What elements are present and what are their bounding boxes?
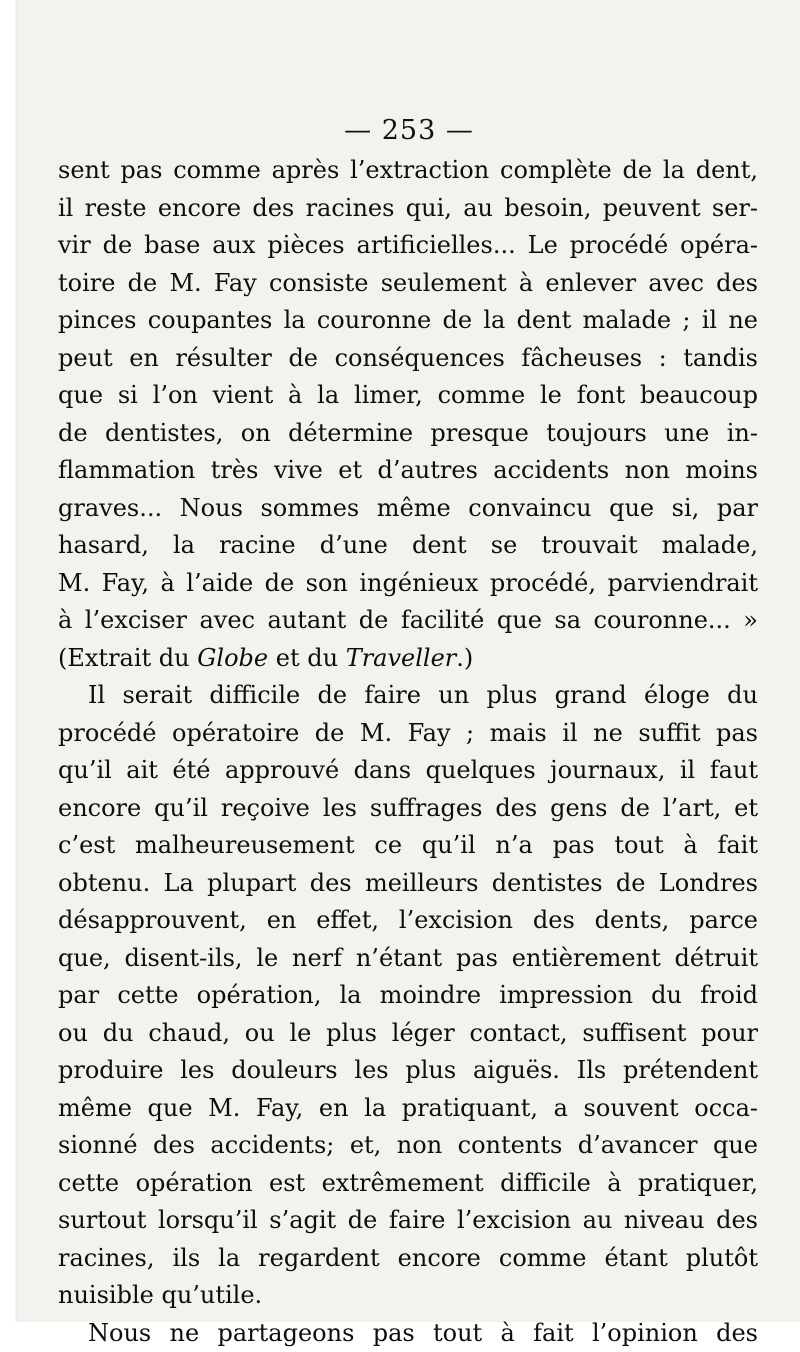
text-line: que si l’on vient à la limer, comme le font beaucoup	[58, 377, 758, 415]
text-line: peut en résulter de conséquences fâcheuses : tandis	[58, 340, 758, 378]
text-line: sionné des accidents; et, non contents d’avancer que	[58, 1127, 758, 1165]
citation-globe: Globe	[197, 644, 268, 672]
text-line: il reste encore des racines qui, au besoin, peuvent ser-	[58, 190, 758, 228]
text-line: racines, ils la regardent encore comme étant plutôt	[58, 1240, 758, 1278]
text-line: nuisible qu’utile.	[58, 1277, 758, 1315]
text-line: Il serait difficile de faire un plus grand éloge du	[58, 677, 758, 715]
text-line: désapprouvent, en effet, l’excision des dents, parce	[58, 902, 758, 940]
text-line: graves... Nous sommes même convaincu que si, par	[58, 490, 758, 528]
text-line: M. Fay, à l’aide de son ingénieux procédé, parviendrait	[58, 565, 758, 603]
text-line: vir de base aux pièces artificielles... Le procédé opéra-	[58, 227, 758, 265]
text-line: qu’il ait été approuvé dans quelques journaux, il faut	[58, 752, 758, 790]
text-line: de dentistes, on détermine presque toujours une in-	[58, 415, 758, 453]
citation-suffix: .)	[456, 644, 473, 672]
text-line: Nous ne partageons pas tout à fait l’opinion des	[58, 1315, 758, 1352]
text-line: par cette opération, la moindre impression du froid	[58, 977, 758, 1015]
text-line: pinces coupantes la couronne de la dent malade ; il ne	[58, 302, 758, 340]
text-line: procédé opératoire de M. Fay ; mais il ne suffit pas	[58, 715, 758, 753]
body-text	[58, 152, 758, 1352]
text-line: sent pas comme après l’extraction complète de la dent,	[58, 152, 758, 190]
text-line: même que M. Fay, en la pratiquant, a souvent occa-	[58, 1090, 758, 1128]
text-line: hasard, la racine d’une dent se trouvait malade,	[58, 527, 758, 565]
citation-traveller: Traveller	[346, 644, 457, 672]
text-line: flammation très vive et d’autres accidents non moins	[58, 452, 758, 490]
citation-middle: et du	[268, 644, 346, 672]
text-line: que, disent-ils, le nerf n’étant pas entièrement détruit	[58, 940, 758, 978]
text-line: encore qu’il reçoive les suffrages des gens de l’art, et	[58, 790, 758, 828]
text-line: ou du chaud, ou le plus léger contact, suffisent pour	[58, 1015, 758, 1053]
text-line: toire de M. Fay consiste seulement à enlever avec des	[58, 265, 758, 303]
citation-line	[58, 640, 758, 678]
text-line: surtout lorsqu’il s’agit de faire l’excision au niveau des	[58, 1202, 758, 1240]
text-line: c’est malheureusement ce qu’il n’a pas tout à fait	[58, 827, 758, 865]
text-line: cette opération est extrêmement difficile à pratiquer,	[58, 1165, 758, 1203]
book-page	[18, 0, 800, 1322]
text-line: produire les douleurs les plus aiguës. Ils prétendent	[58, 1052, 758, 1090]
page-number: — 253 —	[18, 115, 800, 146]
text-line: obtenu. La plupart des meilleurs dentistes de Londres	[58, 865, 758, 903]
text-line: à l’exciser avec autant de facilité que sa couronne... »	[58, 602, 758, 640]
citation-prefix: (Extrait du	[58, 644, 197, 672]
